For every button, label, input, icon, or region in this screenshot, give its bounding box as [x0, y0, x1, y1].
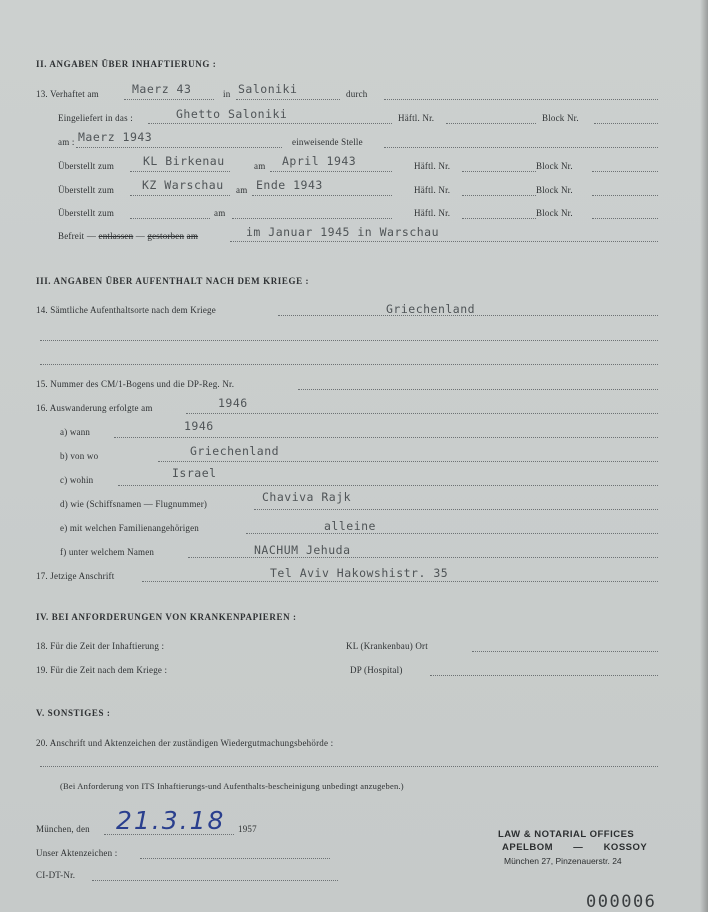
- ueberstellt2-date-value: Ende 1943: [256, 178, 323, 192]
- eingeliefert-block-line: [594, 123, 658, 124]
- q15-label: 15. Nummer des CM/1-Bogens und die DP-Reg. Nr.: [36, 379, 235, 389]
- q16a-value: 1946: [184, 419, 214, 433]
- ueberstellt2-block-line: [592, 195, 658, 196]
- q16-line: [186, 413, 658, 414]
- q17-label: 17. Jetzige Anschrift: [36, 571, 115, 581]
- q17-value: Tel Aviv Hakowshistr. 35: [270, 566, 449, 580]
- einweisende-stelle-label: einweisende Stelle: [292, 137, 363, 147]
- q19-label: 19. Für die Zeit nach dem Kriege :: [36, 665, 168, 675]
- q18-label: 18. Für die Zeit der Inhaftierung :: [36, 641, 165, 651]
- ueberstellt3-block-line: [592, 218, 658, 219]
- section-iv-heading: IV. BEI ANFORDERUNGEN VON KRANKENPAPIEREN :: [36, 612, 297, 622]
- q14-line-2: [40, 340, 658, 341]
- q13-place-value: Saloniki: [238, 82, 298, 96]
- q16d-value: Chaviva Rajk: [262, 490, 352, 504]
- q14-label: 14. Sämtliche Aufenthaltsorte nach dem Kriege: [36, 305, 216, 315]
- ueberstellt1-date-line: [270, 171, 392, 172]
- q14-value: Griechenland: [386, 302, 476, 316]
- section-v-heading: V. SONSTIGES :: [36, 708, 111, 718]
- unser-aktenzeichen-label: Unser Aktenzeichen :: [36, 848, 118, 858]
- q13-place-line: [236, 99, 340, 100]
- gestorben-word: gestorben: [147, 231, 185, 241]
- q19-line: [430, 675, 658, 676]
- eingeliefert-block-label: Block Nr.: [542, 113, 579, 123]
- q19-right-label: DP (Hospital): [350, 665, 403, 675]
- q16-label: 16. Auswanderung erfolgte am: [36, 403, 153, 413]
- ueberstellt2-block-label: Block Nr.: [536, 185, 573, 195]
- ueberstellt3-date-line: [232, 218, 392, 219]
- ueberstellt1-haeftl-label: Häftl. Nr.: [414, 161, 451, 171]
- q13-durch-label: durch: [346, 89, 368, 99]
- am-line: [76, 147, 282, 148]
- befreit-value: im Januar 1945 in Warschau: [246, 225, 440, 239]
- ueberstellt2-place-line: [130, 195, 230, 196]
- ueberstellt3-place-line: [130, 218, 210, 219]
- ueberstellt1-am-label: am: [254, 161, 266, 171]
- q16f-line: [188, 557, 658, 558]
- q16d-label: d) wie (Schiffsnamen — Flugnummer): [60, 499, 208, 509]
- ueberstellt2-place-value: KZ Warschau: [142, 178, 224, 192]
- q18-right-label: KL (Krankenbau) Ort: [346, 641, 428, 651]
- eingeliefert-haeftl-line: [446, 123, 536, 124]
- q18-line: [472, 651, 658, 652]
- q16b-line: [158, 461, 658, 462]
- stamp-kossoy: KOSSOY: [603, 842, 648, 853]
- eingeliefert-value: Ghetto Saloniki: [176, 107, 288, 121]
- stamp-line-3: München 27, Pinzenauerstr. 24: [504, 856, 622, 866]
- q15-line: [298, 389, 658, 390]
- befreit-word: Befreit: [58, 231, 85, 241]
- eingeliefert-haeftl-label: Häftl. Nr.: [398, 113, 435, 123]
- befreit-label: Befreit — entlassen — gestorben am: [58, 231, 199, 241]
- unser-aktenzeichen-line: [140, 858, 330, 859]
- ueberstellt2-am-label: am: [236, 185, 248, 195]
- einweisende-stelle-line: [384, 147, 658, 148]
- q20-label: 20. Anschrift und Aktenzeichen der zuständigen Wiedergutmachungsbehörde :: [36, 738, 334, 748]
- ueberstellt1-date-value: April 1943: [282, 154, 357, 168]
- ueberstellt3-am-label: am: [214, 208, 226, 218]
- q16e-label: e) mit welchen Familienangehörigen: [60, 523, 200, 533]
- eingeliefert-label: Eingeliefert in das :: [58, 113, 133, 123]
- ueberstellt1-block-label: Block Nr.: [536, 161, 573, 171]
- stamp-line-2: [502, 842, 647, 853]
- q16e-value: alleine: [324, 519, 376, 533]
- q16f-value: NACHUM Jehuda: [254, 543, 351, 557]
- handwritten-date: 21.3.18: [116, 806, 226, 835]
- year-text: 1957: [238, 824, 257, 834]
- q13-in-label: in: [223, 89, 231, 99]
- befreit-am-word: am: [186, 231, 199, 241]
- q14-line-3: [40, 364, 658, 365]
- q13-date-line: [124, 99, 214, 100]
- q16a-line: [114, 437, 658, 438]
- am-label: am :: [58, 137, 75, 147]
- q16c-label: c) wohin: [60, 475, 94, 485]
- ueberstellt3-block-label: Block Nr.: [536, 208, 573, 218]
- q16e-line: [246, 533, 658, 534]
- page-number: 000006: [586, 892, 657, 912]
- ueberstellt3-haeftl-line: [462, 218, 536, 219]
- ueberstellt1-place-value: KL Birkenau: [143, 154, 225, 168]
- q13-durch-line: [384, 99, 658, 100]
- befreit-line: [230, 241, 658, 242]
- section-ii-heading: II. ANGABEN ÜBER INHAFTIERUNG :: [36, 59, 217, 69]
- ueberstellt3-haeftl-label: Häftl. Nr.: [414, 208, 451, 218]
- stamp-dash: —: [573, 842, 584, 853]
- q20-line: [40, 766, 658, 767]
- ueberstellt1-label: Überstellt zum: [58, 161, 115, 171]
- ueberstellt1-block-line: [592, 171, 658, 172]
- q16c-line: [118, 485, 658, 486]
- q13-date-value: Maerz 43: [132, 82, 192, 96]
- ueberstellt2-haeftl-label: Häftl. Nr.: [414, 185, 451, 195]
- note-text: (Bei Anforderung von ITS Inhaftierungs-und Aufenthalts-bescheinigung unbedingt anzugeben.): [60, 781, 404, 791]
- q16d-line: [254, 509, 658, 510]
- ueberstellt2-haeftl-line: [462, 195, 536, 196]
- entlassen-word: entlassen: [98, 231, 134, 241]
- cidt-label: CI-DT-Nr.: [36, 870, 76, 880]
- eingeliefert-line: [148, 123, 392, 124]
- am-value: Maerz 1943: [78, 130, 153, 144]
- ueberstellt2-label: Überstellt zum: [58, 185, 115, 195]
- q16b-value: Griechenland: [190, 444, 280, 458]
- q16c-value: Israel: [172, 466, 217, 480]
- ueberstellt2-date-line: [252, 195, 392, 196]
- q16f-label: f) unter welchem Namen: [60, 547, 155, 557]
- q16-value: 1946: [218, 396, 248, 410]
- q17-line: [142, 581, 658, 582]
- q16a-label: a) wann: [60, 427, 91, 437]
- ueberstellt3-label: Überstellt zum: [58, 208, 115, 218]
- q13-label: 13. Verhaftet am: [36, 89, 99, 99]
- city-date-label: München, den: [36, 824, 90, 834]
- section-iii-heading: III. ANGABEN ÜBER AUFENTHALT NACH DEM KRIEGE :: [36, 276, 310, 286]
- stamp-apelbom: APELBOM: [502, 842, 553, 853]
- stamp-line-1: LAW & NOTARIAL OFFICES: [498, 829, 635, 840]
- cidt-line: [92, 880, 338, 881]
- ueberstellt1-place-line: [130, 171, 230, 172]
- ueberstellt1-haeftl-line: [462, 171, 536, 172]
- q16b-label: b) von wo: [60, 451, 99, 461]
